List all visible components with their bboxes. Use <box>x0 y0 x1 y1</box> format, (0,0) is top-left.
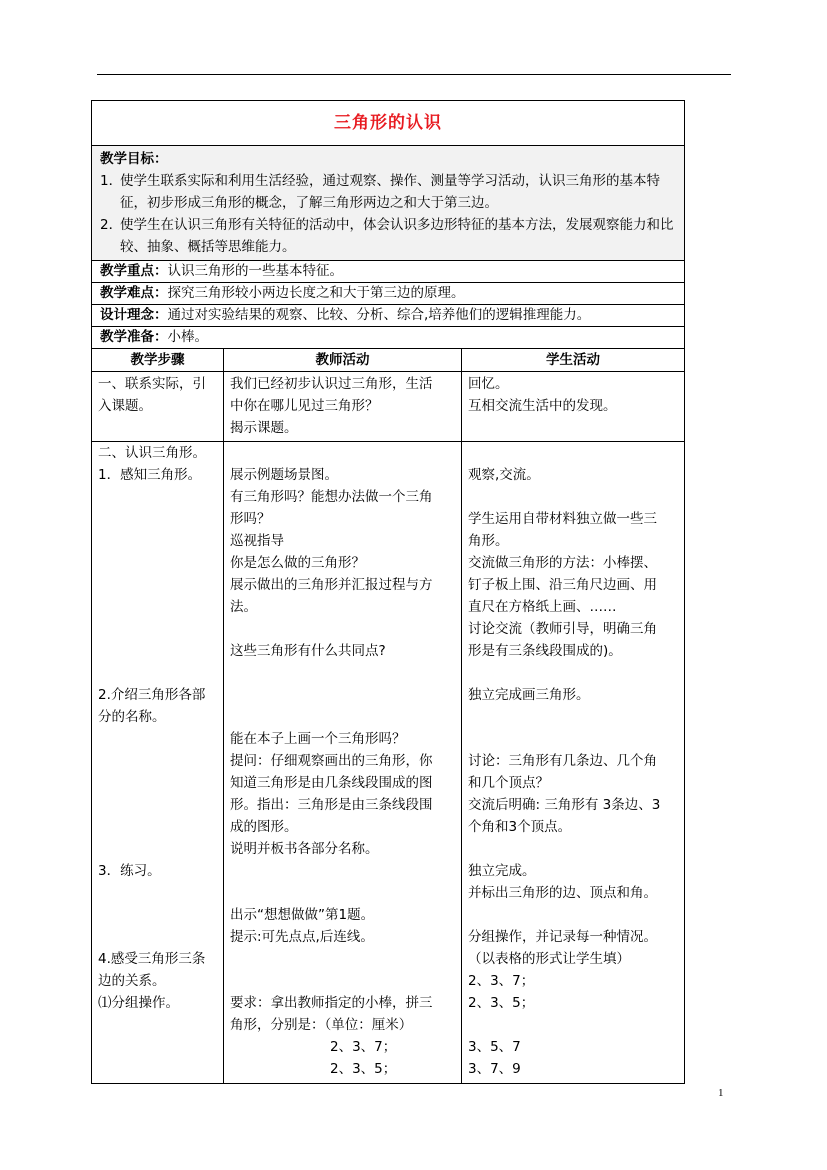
teacher-line: 角形，分别是：（单位：厘米） <box>230 1017 413 1033</box>
teacher-line: 展示例题场景图。 <box>230 467 338 483</box>
key-point-row <box>92 261 685 283</box>
teacher-line: 揭示课题。 <box>230 420 298 436</box>
column-header-steps: 教学步骤 <box>92 349 224 372</box>
step-line: 分的名称。 <box>98 709 166 725</box>
prep-text: 小棒。 <box>167 329 208 345</box>
teacher-line: 中你在哪儿见过三角形？ <box>230 398 379 414</box>
header-rule <box>97 74 731 75</box>
activity-row-intro <box>92 372 685 442</box>
difficulty-cell <box>92 283 685 305</box>
key-point-label: 教学重点： <box>100 263 168 279</box>
teacher-line: 要求：拿出教师指定的小棒，拼三 <box>230 995 433 1011</box>
teacher-line: 我们已经初步认识过三角形，生活 <box>230 376 433 392</box>
title-row <box>92 101 685 146</box>
objective-number: 1． <box>100 173 123 189</box>
student-line: 2、3、7； <box>468 973 535 989</box>
key-point-text: 认识三角形的一些基本特征。 <box>167 263 343 279</box>
lesson-title: 三角形的认识 <box>92 101 685 146</box>
student-line: 并标出三角形的边、顶点和角。 <box>468 885 657 901</box>
objective-number: 2． <box>100 217 123 233</box>
student-line: 3、7、9 <box>468 1061 521 1077</box>
teacher-line: 2、3、5； <box>330 1061 397 1077</box>
objectives-row <box>92 146 685 261</box>
column-header-row <box>92 349 685 372</box>
teacher-line: 出示“想想做做”第1题。 <box>230 907 375 923</box>
teacher-line: 法。 <box>230 599 257 615</box>
step-line: 边的关系。 <box>98 973 166 989</box>
teacher-line: 提示:可先点点,后连线。 <box>230 929 374 945</box>
column-header-teacher: 教师活动 <box>224 349 462 372</box>
teacher-cell <box>224 442 462 1084</box>
teacher-line: 能在本子上画一个三角形吗？ <box>230 731 406 747</box>
page-number: 1 <box>718 1087 724 1099</box>
student-line: （以表格的形式让学生填） <box>468 951 630 967</box>
student-line: 个角和3个顶点。 <box>468 819 572 835</box>
teacher-line: 这些三角形有什么共同点? <box>230 643 386 659</box>
column-header-student: 学生活动 <box>462 349 685 372</box>
student-line: 钉子板上围、沿三角尺边画、用 <box>468 577 657 593</box>
student-line: 和几个顶点？ <box>468 775 549 791</box>
teacher-line: 形。指出：三角形是由三条线段围 <box>230 797 433 813</box>
teacher-line: 说明并板书各部分名称。 <box>230 841 379 857</box>
teacher-cell <box>224 372 462 442</box>
difficulty-row <box>92 283 685 305</box>
difficulty-text: 探究三角形较小两边长度之和大于第三边的原理。 <box>167 285 465 301</box>
step-line: 2.介绍三角形各部 <box>98 687 206 703</box>
objective-item <box>100 214 676 258</box>
objectives-label: 教学目标： <box>100 151 168 167</box>
student-line: 2、3、5； <box>468 995 535 1011</box>
student-line: 回忆。 <box>468 376 509 392</box>
activity-row-recognize <box>92 442 685 1084</box>
teacher-line: 形吗？ <box>230 511 271 527</box>
teacher-line: 成的图形。 <box>230 819 298 835</box>
step-line: 入课题。 <box>98 398 152 414</box>
step-line: 二、认识三角形。 <box>98 445 206 461</box>
student-line: 交流做三角形的方法：小棒摆、 <box>468 555 657 571</box>
key-point-cell <box>92 261 685 283</box>
student-line: 3、5、7 <box>468 1039 521 1055</box>
step-line: 1．感知三角形。 <box>98 467 202 483</box>
step-line: 一、联系实际，引 <box>98 376 206 392</box>
step-line: 3．练习。 <box>98 863 161 879</box>
student-line: 学生运用自带材料独立做一些三 <box>468 511 657 527</box>
teacher-line: 提问：仔细观察画出的三角形，你 <box>230 753 433 769</box>
step-line: ⑴分组操作。 <box>98 995 179 1011</box>
student-line: 独立完成。 <box>468 863 536 879</box>
objectives-cell <box>92 146 685 261</box>
lesson-plan-table <box>91 100 685 1084</box>
student-line: 独立完成画三角形。 <box>468 687 590 703</box>
design-text: 通过对实验结果的观察、比较、分析、综合,培养他们的逻辑推理能力。 <box>167 307 591 323</box>
teacher-line: 你是怎么做的三角形？ <box>230 555 365 571</box>
design-row <box>92 305 685 327</box>
student-cell <box>462 372 685 442</box>
student-line: 交流后明确: 三角形有 3条边、3 <box>468 797 661 813</box>
design-cell <box>92 305 685 327</box>
step-line: 4.感受三角形三条 <box>98 951 206 967</box>
prep-label: 教学准备： <box>100 329 168 345</box>
teacher-line: 有三角形吗？能想办法做一个三角 <box>230 489 433 505</box>
objective-item <box>100 170 676 214</box>
student-line: 直尺在方格纸上画、…… <box>468 599 617 615</box>
student-line: 形是有三条线段围成的)。 <box>468 643 622 659</box>
objective-text: 使学生在认识三角形有关特征的活动中，体会认识多边形特征的基本方法，发展观察能力和比较、抽象、概括等思维能力。 <box>120 217 674 255</box>
student-line: 讨论交流（教师引导，明确三角 <box>468 621 657 637</box>
step-cell <box>92 372 224 442</box>
step-cell <box>92 442 224 1084</box>
student-line: 互相交流生活中的发现。 <box>468 398 617 414</box>
objective-text: 使学生联系实际和利用生活经验，通过观察、操作、测量等学习活动，认识三角形的基本特征，初步形成三角形的概念，了解三角形两边之和大于第三边。 <box>120 173 660 211</box>
difficulty-label: 教学难点： <box>100 285 168 301</box>
student-line: 讨论：三角形有几条边、几个角 <box>468 753 657 769</box>
teacher-line: 展示做出的三角形并汇报过程与方 <box>230 577 433 593</box>
student-line: 角形。 <box>468 533 509 549</box>
design-label: 设计理念： <box>100 307 168 323</box>
student-line: 分组操作，并记录每一种情况。 <box>468 929 657 945</box>
student-line: 观察,交流。 <box>468 467 540 483</box>
student-cell <box>462 442 685 1084</box>
teacher-line: 巡视指导 <box>230 533 284 549</box>
teacher-line: 知道三角形是由几条线段围成的图 <box>230 775 433 791</box>
prep-row <box>92 327 685 349</box>
prep-cell <box>92 327 685 349</box>
teacher-line: 2、3、7； <box>330 1039 397 1055</box>
